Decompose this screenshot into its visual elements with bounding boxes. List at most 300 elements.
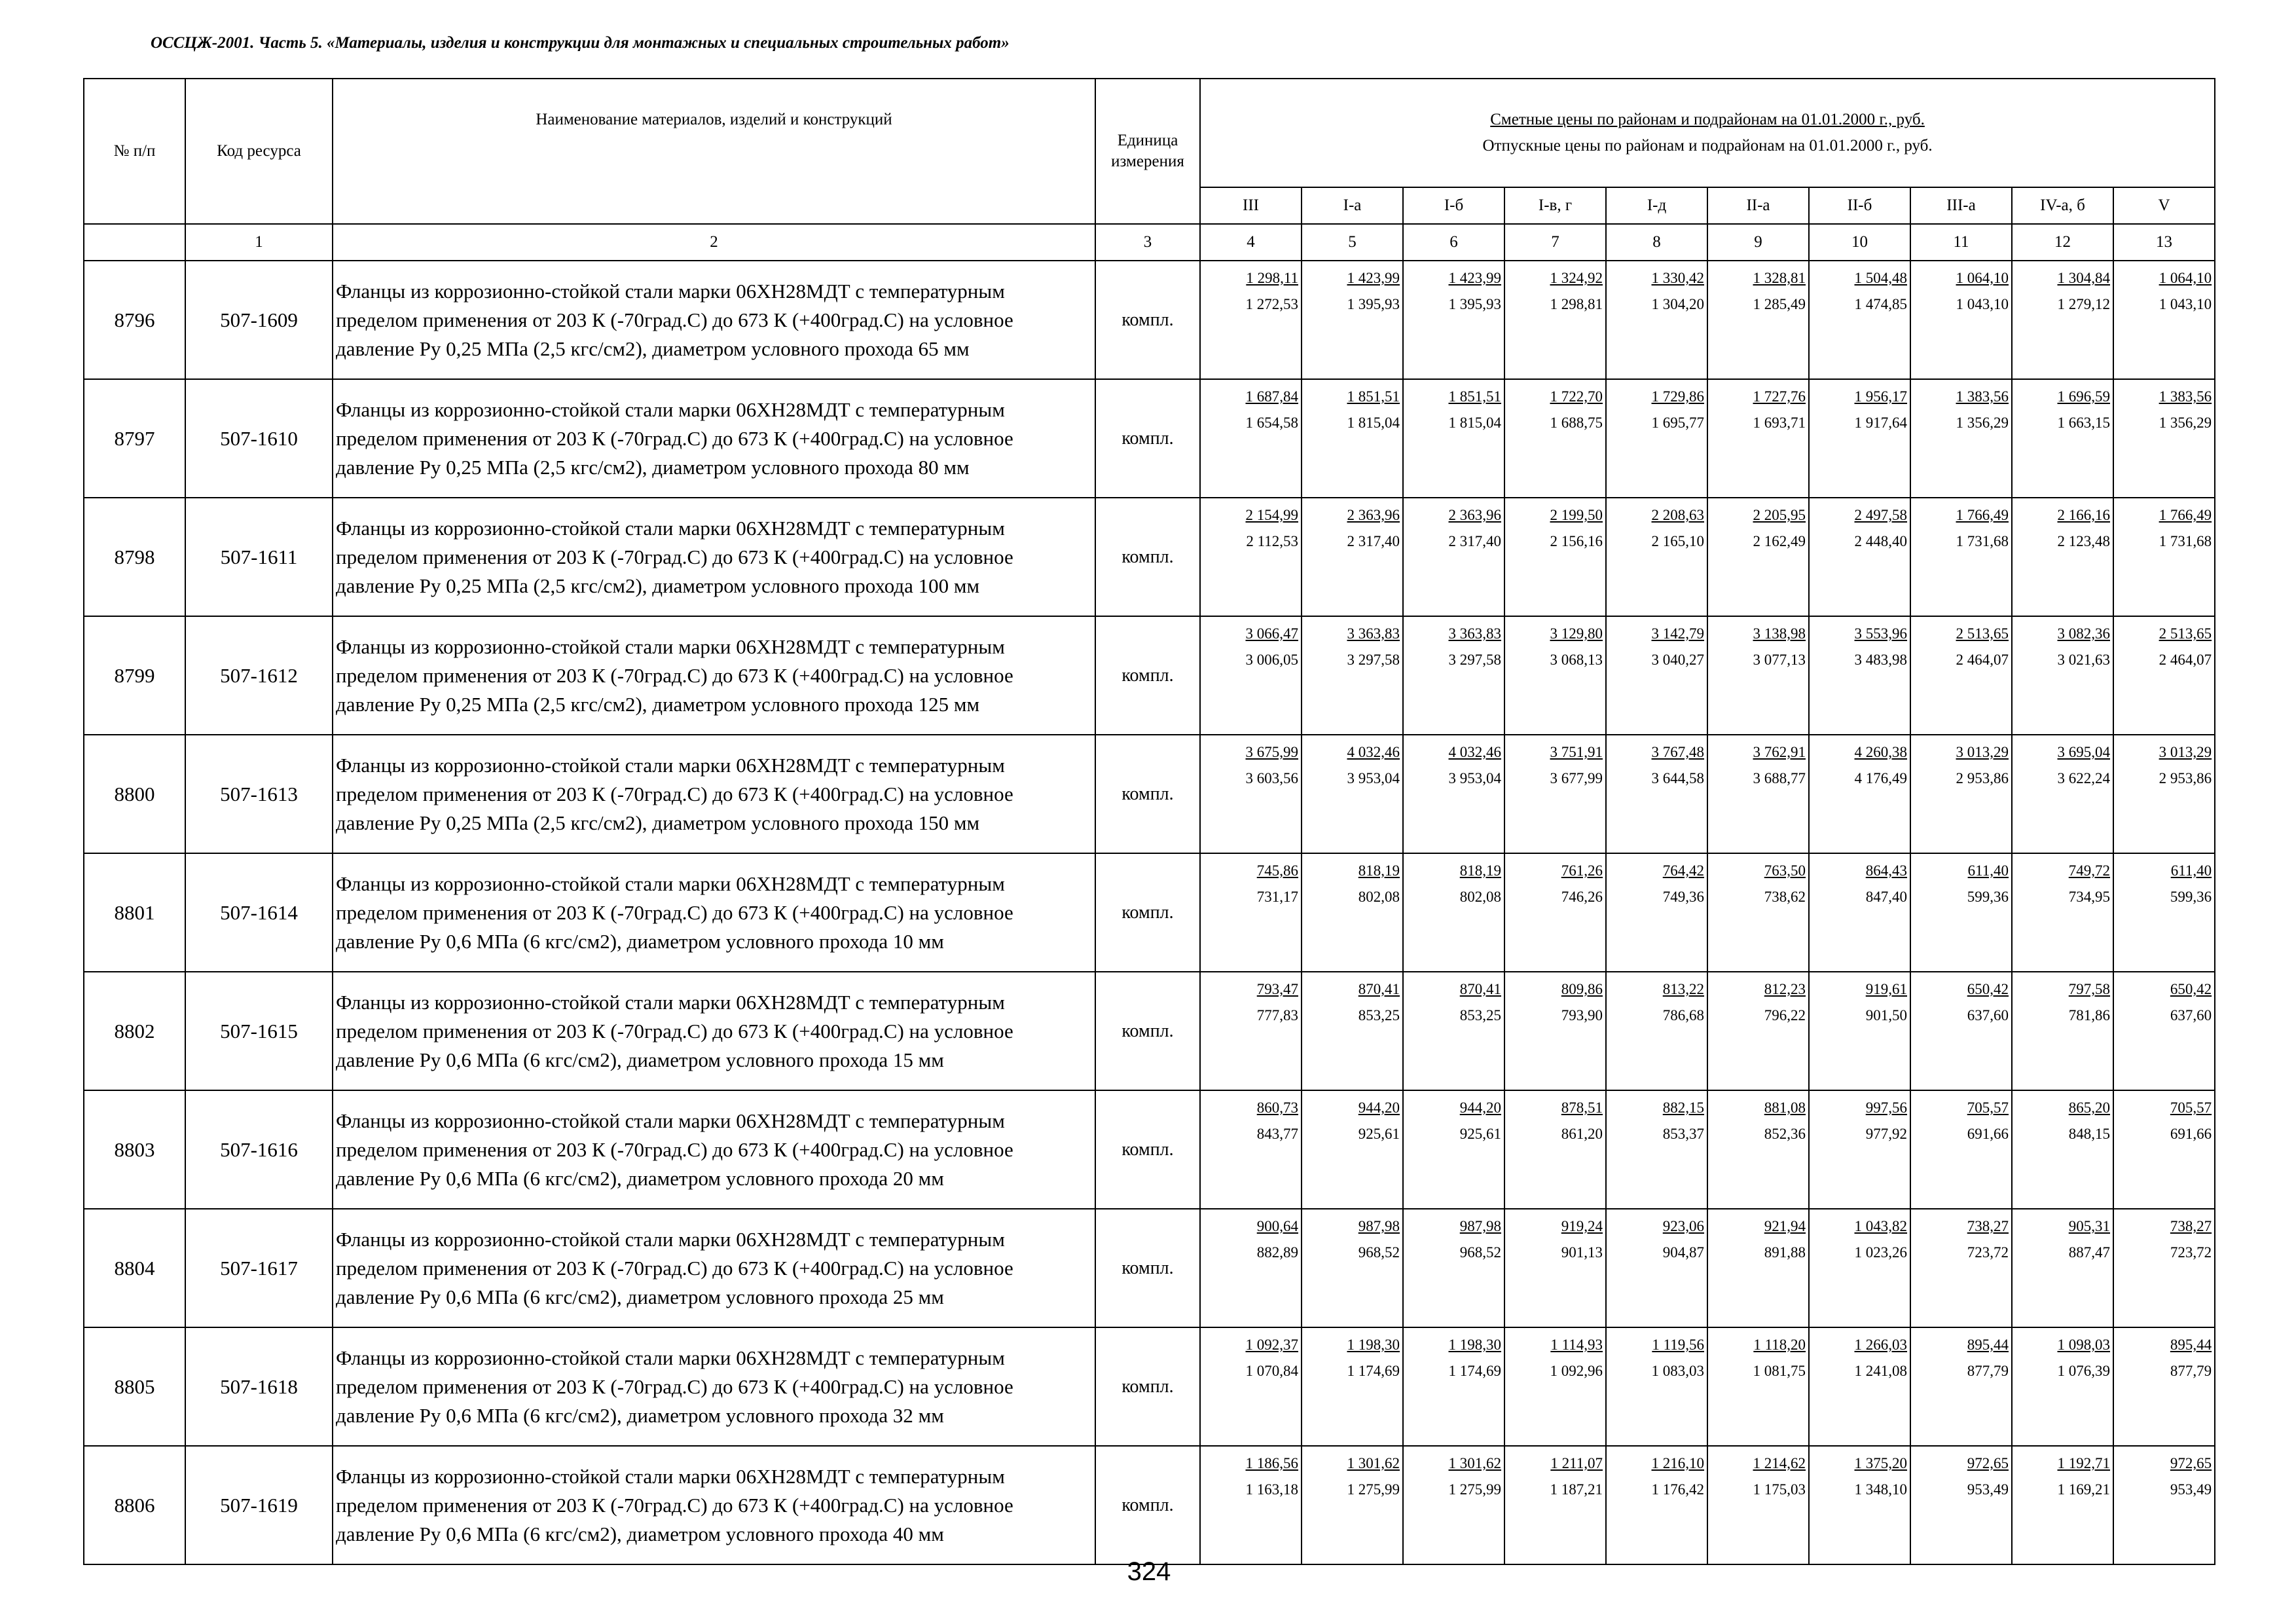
region-header: III-а — [1910, 187, 2012, 224]
material-name: Фланцы из коррозионно-стойкой стали марки 06ХН28МДТ с температурным пределом применения от 203 К (-70град.С) до 673 К (+400град.С) на условное давление Ру 0,25 МПа (2,5 кгс/см2), диаметром условного прохода 150 мм — [333, 735, 1095, 853]
release-price: 637,60 — [1967, 1007, 2009, 1024]
price-cell — [1606, 1446, 1707, 1564]
resource-code: 507-1612 — [185, 616, 333, 735]
estimate-price: 944,20 — [1459, 1099, 1501, 1116]
price-cell — [1200, 498, 1302, 616]
price-cell — [1504, 972, 1606, 1090]
release-price: 1 395,93 — [1347, 296, 1400, 312]
resource-code: 507-1614 — [185, 853, 333, 972]
material-name: Фланцы из коррозионно-стойкой стали марки 06ХН28МДТ с температурным пределом применения от 203 К (-70град.С) до 673 К (+400град.С) на условное давление Ру 0,6 МПа (6 кгс/см2), диаметром условного прохода 10 мм — [333, 853, 1095, 972]
estimate-price: 1 216,10 — [1651, 1455, 1704, 1471]
column-number: 1 — [185, 224, 333, 261]
price-cell — [1200, 261, 1302, 379]
price-cell — [1910, 616, 2012, 735]
estimate-price: 4 032,46 — [1448, 744, 1501, 760]
estimate-price: 1 114,93 — [1550, 1337, 1603, 1353]
release-price: 977,92 — [1865, 1126, 1907, 1142]
release-price: 1 474,85 — [1854, 296, 1907, 312]
estimate-price: 1 722,70 — [1550, 388, 1603, 405]
release-price: 691,66 — [1967, 1126, 2009, 1142]
estimate-price: 813,22 — [1662, 981, 1704, 997]
price-cell — [1809, 1090, 1910, 1209]
region-header: I-б — [1403, 187, 1504, 224]
release-price: 1 693,71 — [1753, 415, 1806, 431]
material-name: Фланцы из коррозионно-стойкой стали марки 06ХН28МДТ с температурным пределом применения от 203 К (-70град.С) до 673 К (+400град.С) на условное давление Ру 0,25 МПа (2,5 кгс/см2), диаметром условного прохода 100 мм — [333, 498, 1095, 616]
price-cell — [1302, 735, 1403, 853]
release-price: 843,77 — [1256, 1126, 1298, 1142]
release-price: 3 953,04 — [1347, 770, 1400, 786]
price-cell — [1707, 379, 1809, 498]
estimate-price: 3 553,96 — [1854, 625, 1907, 642]
material-name: Фланцы из коррозионно-стойкой стали марки 06ХН28МДТ с температурным пределом применения от 203 К (-70град.С) до 673 К (+400град.С) на условное давление Ру 0,6 МПа (6 кгс/см2), диаметром условного прохода 40 мм — [333, 1446, 1095, 1564]
estimate-price: 921,94 — [1764, 1218, 1806, 1234]
release-price: 2 156,16 — [1550, 533, 1603, 549]
estimate-price: 1 324,92 — [1550, 270, 1603, 286]
price-table — [83, 78, 2215, 1565]
estimate-price: 3 767,48 — [1651, 744, 1704, 760]
release-price: 1 081,75 — [1753, 1363, 1806, 1379]
column-number: 5 — [1302, 224, 1403, 261]
estimate-price: 865,20 — [2068, 1099, 2110, 1116]
release-price: 1 275,99 — [1448, 1481, 1501, 1498]
estimate-price: 705,57 — [2170, 1099, 2212, 1116]
estimate-price: 1 301,62 — [1347, 1455, 1400, 1471]
price-cell — [1504, 1327, 1606, 1446]
row-number: 8800 — [84, 735, 185, 853]
release-price: 1 083,03 — [1651, 1363, 1704, 1379]
release-price: 968,52 — [1358, 1244, 1400, 1261]
release-price: 904,87 — [1662, 1244, 1704, 1261]
price-cell — [2012, 261, 2113, 379]
price-cell — [1707, 1090, 1809, 1209]
release-price: 1 304,20 — [1651, 296, 1704, 312]
release-price: 3 068,13 — [1550, 652, 1603, 668]
release-price: 1 731,68 — [2159, 533, 2212, 549]
release-price: 2 162,49 — [1753, 533, 1806, 549]
material-name: Фланцы из коррозионно-стойкой стали марки 06ХН28МДТ с температурным пределом применения от 203 К (-70град.С) до 673 К (+400град.С) на условное давление Ру 0,25 МПа (2,5 кгс/см2), диаметром условного прохода 125 мм — [333, 616, 1095, 735]
price-cell — [2113, 1327, 2215, 1446]
release-price: 637,60 — [2170, 1007, 2212, 1024]
estimate-price: 818,19 — [1358, 862, 1400, 879]
row-number: 8796 — [84, 261, 185, 379]
release-price: 882,89 — [1256, 1244, 1298, 1261]
price-cell — [2113, 261, 2215, 379]
release-price: 3 297,58 — [1448, 652, 1501, 668]
price-cell — [1809, 498, 1910, 616]
material-name: Фланцы из коррозионно-стойкой стали марки 06ХН28МДТ с температурным пределом применения от 203 К (-70град.С) до 673 К (+400град.С) на условное давление Ру 0,6 МПа (6 кгс/см2), диаметром условного прохода 25 мм — [333, 1209, 1095, 1327]
release-price: 1 917,64 — [1854, 415, 1907, 431]
material-name: Фланцы из коррозионно-стойкой стали марки 06ХН28МДТ с температурным пределом применения от 203 К (-70град.С) до 673 К (+400град.С) на условное давление Ру 0,25 МПа (2,5 кгс/см2), диаметром условного прохода 65 мм — [333, 261, 1095, 379]
col-header-unit: Единица измерения — [1095, 79, 1200, 224]
price-cell — [1707, 261, 1809, 379]
estimate-price: 793,47 — [1256, 981, 1298, 997]
estimate-price: 3 142,79 — [1651, 625, 1704, 642]
release-price: 1 174,69 — [1448, 1363, 1501, 1379]
estimate-price: 1 186,56 — [1245, 1455, 1298, 1471]
estimate-price: 944,20 — [1358, 1099, 1400, 1116]
price-cell — [1809, 616, 1910, 735]
resource-code: 507-1611 — [185, 498, 333, 616]
prices-estimate-caption: Сметные цены по районам и подрайонам на 01.01.2000 г., руб. — [1490, 111, 1925, 128]
estimate-price: 1 198,30 — [1347, 1337, 1400, 1353]
release-price: 1 175,03 — [1753, 1481, 1806, 1498]
release-price: 802,08 — [1358, 889, 1400, 905]
price-cell — [1707, 853, 1809, 972]
price-cell — [1606, 853, 1707, 972]
region-header: I-в, г — [1504, 187, 1606, 224]
release-price: 1 815,04 — [1448, 415, 1501, 431]
price-cell — [1504, 1090, 1606, 1209]
release-price: 746,26 — [1561, 889, 1603, 905]
price-cell — [1606, 261, 1707, 379]
estimate-price: 1 766,49 — [2159, 507, 2212, 523]
release-price: 3 603,56 — [1245, 770, 1298, 786]
price-cell — [1809, 735, 1910, 853]
price-cell — [2012, 972, 2113, 1090]
estimate-price: 2 208,63 — [1651, 507, 1704, 523]
estimate-price: 1 328,81 — [1753, 270, 1806, 286]
estimate-price: 1 375,20 — [1854, 1455, 1907, 1471]
estimate-price: 1 119,56 — [1652, 1337, 1704, 1353]
price-cell — [1504, 616, 1606, 735]
estimate-price: 3 138,98 — [1753, 625, 1806, 642]
price-cell — [1707, 972, 1809, 1090]
price-cell — [1606, 1090, 1707, 1209]
release-price: 1 279,12 — [2057, 296, 2110, 312]
unit-of-measure: компл. — [1095, 735, 1200, 853]
row-number: 8802 — [84, 972, 185, 1090]
estimate-price: 919,61 — [1865, 981, 1907, 997]
release-price: 3 006,05 — [1245, 652, 1298, 668]
estimate-price: 919,24 — [1561, 1218, 1603, 1234]
estimate-price: 905,31 — [2068, 1218, 2110, 1234]
column-number: 3 — [1095, 224, 1200, 261]
table-row — [84, 498, 2215, 616]
estimate-price: 1 423,99 — [1347, 270, 1400, 286]
release-price: 1 285,49 — [1753, 296, 1806, 312]
estimate-price: 1 851,51 — [1347, 388, 1400, 405]
estimate-price: 882,15 — [1662, 1099, 1704, 1116]
estimate-price: 1 956,17 — [1854, 388, 1907, 405]
release-price: 1 298,81 — [1550, 296, 1603, 312]
row-number: 8806 — [84, 1446, 185, 1564]
release-price: 734,95 — [2068, 889, 2110, 905]
prices-release-caption: Отпускные цены по районам и подрайонам на 01.01.2000 г., руб. — [1482, 137, 1933, 155]
price-cell — [1200, 379, 1302, 498]
price-cell — [2012, 853, 2113, 972]
unit-of-measure: компл. — [1095, 616, 1200, 735]
material-name: Фланцы из коррозионно-стойкой стали марки 06ХН28МДТ с температурным пределом применения от 203 К (-70град.С) до 673 К (+400град.С) на условное давление Ру 0,25 МПа (2,5 кгс/см2), диаметром условного прохода 80 мм — [333, 379, 1095, 498]
page-number: 324 — [1127, 1557, 1171, 1586]
unit-of-measure: компл. — [1095, 379, 1200, 498]
price-cell — [2113, 1209, 2215, 1327]
table-row — [84, 735, 2215, 853]
release-price: 3 677,99 — [1550, 770, 1603, 786]
release-price: 1 395,93 — [1448, 296, 1501, 312]
release-price: 749,36 — [1662, 889, 1704, 905]
price-cell — [1910, 379, 2012, 498]
release-price: 1 356,29 — [1956, 415, 2009, 431]
release-price: 781,86 — [2068, 1007, 2110, 1024]
price-cell — [2113, 1446, 2215, 1564]
row-number: 8805 — [84, 1327, 185, 1446]
price-cell — [1403, 735, 1504, 853]
estimate-price: 738,27 — [1967, 1218, 2009, 1234]
price-cell — [1200, 1446, 1302, 1564]
price-cell — [2012, 735, 2113, 853]
estimate-price: 3 363,83 — [1347, 625, 1400, 642]
release-price: 853,25 — [1358, 1007, 1400, 1024]
running-title: ОССЦЖ-2001. Часть 5. «Материалы, изделия и конструкции для монтажных и специальных строительных работ» — [151, 34, 1010, 52]
estimate-price: 972,65 — [2170, 1455, 2212, 1471]
estimate-price: 4 032,46 — [1347, 744, 1400, 760]
price-cell — [1809, 1209, 1910, 1327]
release-price: 3 297,58 — [1347, 652, 1400, 668]
price-cell — [1200, 1209, 1302, 1327]
estimate-price: 2 513,65 — [2159, 625, 2212, 642]
estimate-price: 1 330,42 — [1651, 270, 1704, 286]
price-cell — [2113, 735, 2215, 853]
price-cell — [1403, 1327, 1504, 1446]
column-number: 8 — [1606, 224, 1707, 261]
estimate-price: 3 013,29 — [1956, 744, 2009, 760]
estimate-price: 611,40 — [2170, 862, 2212, 879]
price-cell — [1504, 261, 1606, 379]
estimate-price: 650,42 — [2170, 981, 2212, 997]
release-price: 1 043,10 — [2159, 296, 2212, 312]
estimate-price: 705,57 — [1967, 1099, 2009, 1116]
price-cell — [2113, 379, 2215, 498]
release-price: 1 348,10 — [1854, 1481, 1907, 1498]
price-cell — [1504, 498, 1606, 616]
release-price: 1 688,75 — [1550, 415, 1603, 431]
estimate-price: 1 043,82 — [1854, 1218, 1907, 1234]
price-cell — [2012, 379, 2113, 498]
release-price: 723,72 — [1967, 1244, 2009, 1261]
release-price: 1 654,58 — [1245, 415, 1298, 431]
estimate-price: 2 199,50 — [1550, 507, 1603, 523]
release-price: 1 174,69 — [1347, 1363, 1400, 1379]
estimate-price: 3 066,47 — [1245, 625, 1298, 642]
estimate-price: 3 695,04 — [2057, 744, 2110, 760]
price-cell — [1403, 1090, 1504, 1209]
price-cell — [1403, 972, 1504, 1090]
column-number: 4 — [1200, 224, 1302, 261]
price-cell — [1606, 735, 1707, 853]
resource-code: 507-1613 — [185, 735, 333, 853]
resource-code: 507-1615 — [185, 972, 333, 1090]
release-price: 3 483,98 — [1854, 652, 1907, 668]
table-row — [84, 1446, 2215, 1564]
estimate-price: 745,86 — [1256, 862, 1298, 879]
estimate-price: 1 192,71 — [2057, 1455, 2110, 1471]
column-number: 7 — [1504, 224, 1606, 261]
table-row — [84, 1090, 2215, 1209]
estimate-price: 2 205,95 — [1753, 507, 1806, 523]
estimate-price: 1 851,51 — [1448, 388, 1501, 405]
price-cell — [2113, 616, 2215, 735]
estimate-price: 1 214,62 — [1753, 1455, 1806, 1471]
estimate-price: 3 751,91 — [1550, 744, 1603, 760]
estimate-price: 809,86 — [1561, 981, 1603, 997]
estimate-price: 1 298,11 — [1246, 270, 1298, 286]
resource-code: 507-1617 — [185, 1209, 333, 1327]
price-cell — [1302, 1090, 1403, 1209]
estimate-price: 997,56 — [1865, 1099, 1907, 1116]
price-cell — [1403, 1209, 1504, 1327]
price-cell — [1910, 972, 2012, 1090]
price-cell — [1200, 735, 1302, 853]
estimate-price: 797,58 — [2068, 981, 2110, 997]
price-cell — [1606, 379, 1707, 498]
price-cell — [1200, 853, 1302, 972]
estimate-price: 1 423,99 — [1448, 270, 1501, 286]
release-price: 1 187,21 — [1550, 1481, 1603, 1498]
release-price: 891,88 — [1764, 1244, 1806, 1261]
estimate-price: 3 363,83 — [1448, 625, 1501, 642]
estimate-price: 881,08 — [1764, 1099, 1806, 1116]
price-cell — [1707, 1446, 1809, 1564]
estimate-price: 1 383,56 — [1956, 388, 2009, 405]
release-price: 1 043,10 — [1956, 296, 2009, 312]
estimate-price: 749,72 — [2068, 862, 2110, 879]
price-cell — [1403, 853, 1504, 972]
release-price: 786,68 — [1662, 1007, 1704, 1024]
estimate-price: 1 687,84 — [1245, 388, 1298, 405]
estimate-price: 860,73 — [1256, 1099, 1298, 1116]
estimate-price: 987,98 — [1358, 1218, 1400, 1234]
estimate-price: 738,27 — [2170, 1218, 2212, 1234]
release-price: 925,61 — [1358, 1126, 1400, 1142]
release-price: 953,49 — [2170, 1481, 2212, 1498]
resource-code: 507-1616 — [185, 1090, 333, 1209]
resource-code: 507-1610 — [185, 379, 333, 498]
table-row — [84, 1327, 2215, 1446]
column-number: 9 — [1707, 224, 1809, 261]
price-cell — [2113, 1090, 2215, 1209]
release-price: 3 953,04 — [1448, 770, 1501, 786]
unit-of-measure: компл. — [1095, 498, 1200, 616]
release-price: 1 695,77 — [1651, 415, 1704, 431]
price-cell — [1809, 1446, 1910, 1564]
unit-of-measure: компл. — [1095, 1327, 1200, 1446]
release-price: 1 092,96 — [1550, 1363, 1603, 1379]
estimate-price: 3 675,99 — [1245, 744, 1298, 760]
release-price: 861,20 — [1561, 1126, 1603, 1142]
estimate-price: 1 729,86 — [1651, 388, 1704, 405]
estimate-price: 1 092,37 — [1245, 1337, 1298, 1353]
release-price: 848,15 — [2068, 1126, 2110, 1142]
estimate-price: 3 129,80 — [1550, 625, 1603, 642]
release-price: 599,36 — [1967, 889, 2009, 905]
price-cell — [1302, 498, 1403, 616]
column-number: 11 — [1910, 224, 2012, 261]
price-cell — [1707, 735, 1809, 853]
price-cell — [1606, 1327, 1707, 1446]
table-body — [84, 261, 2215, 1564]
price-cell — [1707, 1327, 1809, 1446]
unit-of-measure: компл. — [1095, 261, 1200, 379]
price-cell — [1403, 1446, 1504, 1564]
estimate-price: 2 513,65 — [1956, 625, 2009, 642]
release-price: 1 176,42 — [1651, 1481, 1704, 1498]
estimate-price: 3 762,91 — [1753, 744, 1806, 760]
price-cell — [1606, 1209, 1707, 1327]
estimate-price: 1 064,10 — [1956, 270, 2009, 286]
col-header-prices — [1200, 79, 2215, 187]
column-number: 2 — [333, 224, 1095, 261]
price-cell — [1809, 1327, 1910, 1446]
release-price: 723,72 — [2170, 1244, 2212, 1261]
release-price: 1 070,84 — [1245, 1363, 1298, 1379]
release-price: 1 023,26 — [1854, 1244, 1907, 1261]
release-price: 877,79 — [1967, 1363, 2009, 1379]
column-number-row — [84, 224, 2215, 261]
release-price: 3 622,24 — [2057, 770, 2110, 786]
col-header-index: № п/п — [84, 79, 185, 224]
region-header: IV-а, б — [2012, 187, 2113, 224]
col-header-code: Код ресурса — [185, 79, 333, 224]
estimate-price: 878,51 — [1561, 1099, 1603, 1116]
material-name: Фланцы из коррозионно-стойкой стали марки 06ХН28МДТ с температурным пределом применения от 203 К (-70град.С) до 673 К (+400град.С) на условное давление Ру 0,6 МПа (6 кгс/см2), диаметром условного прохода 15 мм — [333, 972, 1095, 1090]
release-price: 1 663,15 — [2057, 415, 2110, 431]
estimate-price: 895,44 — [2170, 1337, 2212, 1353]
release-price: 1 076,39 — [2057, 1363, 2110, 1379]
release-price: 1 731,68 — [1956, 533, 2009, 549]
estimate-price: 1 198,30 — [1448, 1337, 1501, 1353]
table-row — [84, 972, 2215, 1090]
price-cell — [1910, 1209, 2012, 1327]
price-cell — [1809, 853, 1910, 972]
release-price: 731,17 — [1256, 889, 1298, 905]
estimate-price: 2 497,58 — [1854, 507, 1907, 523]
estimate-price: 812,23 — [1764, 981, 1806, 997]
release-price: 691,66 — [2170, 1126, 2212, 1142]
price-cell — [1504, 379, 1606, 498]
estimate-price: 864,43 — [1865, 862, 1907, 879]
price-cell — [1707, 498, 1809, 616]
resource-code: 507-1609 — [185, 261, 333, 379]
price-cell — [2012, 1327, 2113, 1446]
release-price: 2 123,48 — [2057, 533, 2110, 549]
release-price: 925,61 — [1459, 1126, 1501, 1142]
price-cell — [2012, 498, 2113, 616]
price-cell — [1606, 972, 1707, 1090]
price-cell — [1809, 972, 1910, 1090]
region-header: II-а — [1707, 187, 1809, 224]
estimate-price: 3 013,29 — [2159, 744, 2212, 760]
estimate-price: 1 266,03 — [1854, 1337, 1907, 1353]
release-price: 847,40 — [1865, 889, 1907, 905]
price-cell — [2113, 972, 2215, 1090]
resource-code: 507-1619 — [185, 1446, 333, 1564]
price-cell — [1910, 1446, 2012, 1564]
estimate-price: 900,64 — [1256, 1218, 1298, 1234]
unit-of-measure: компл. — [1095, 1090, 1200, 1209]
estimate-price: 870,41 — [1358, 981, 1400, 997]
price-cell — [1200, 616, 1302, 735]
price-cell — [1403, 616, 1504, 735]
release-price: 901,50 — [1865, 1007, 1907, 1024]
table-row — [84, 261, 2215, 379]
price-cell — [1707, 1209, 1809, 1327]
price-cell — [1910, 735, 2012, 853]
release-price: 2 464,07 — [1956, 652, 2009, 668]
release-price: 1 275,99 — [1347, 1481, 1400, 1498]
release-price: 1 163,18 — [1245, 1481, 1298, 1498]
price-cell — [1606, 498, 1707, 616]
price-cell — [1200, 1327, 1302, 1446]
